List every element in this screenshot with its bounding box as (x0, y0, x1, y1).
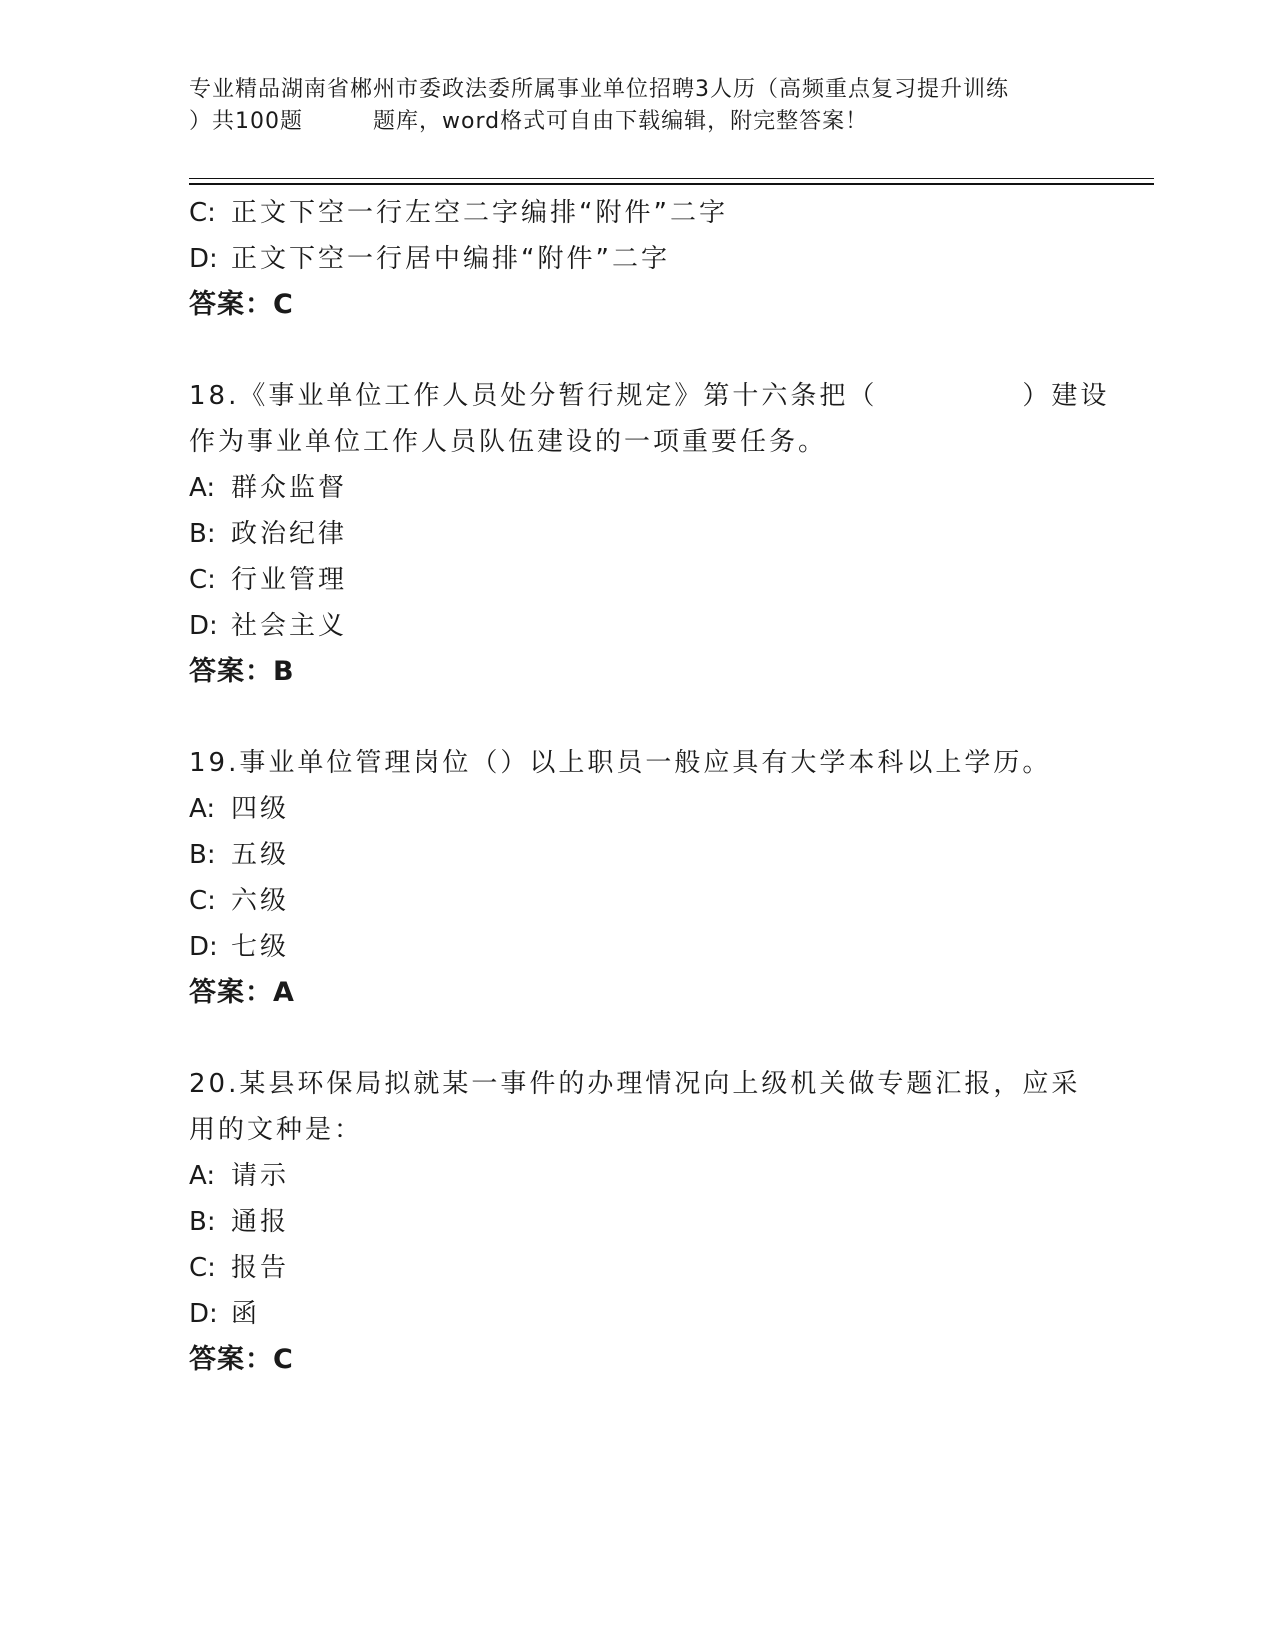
question-stem: 20.某县环保局拟就某一事件的办理情况向上级机关做专题汇报，应采 (189, 1069, 1081, 1099)
option-c: C: 六级 (189, 886, 290, 916)
option-b: B: 五级 (189, 840, 290, 870)
header-line-2b: 题库，word格式可自由下载编辑，附完整答案！ (373, 109, 869, 134)
option-a: A: 群众监督 (189, 473, 348, 503)
option-d: D: 函 (189, 1299, 261, 1329)
question-20 (189, 1061, 1089, 1383)
header-line-2a: ）共100题 (189, 109, 303, 134)
answer-line: 答案：C (189, 289, 294, 320)
answer-line: 答案：A (189, 977, 295, 1008)
question-stem: 19.事业单位管理岗位（）以上职员一般应具有大学本科以上学历。 (189, 748, 1052, 778)
option-d: D: 社会主义 (189, 611, 348, 641)
header-divider-thin (189, 178, 1154, 179)
prev-question-block (189, 190, 1089, 328)
header-line-1: 专业精品湖南省郴州市委政法委所属事业单位招聘3人历（高频重点复习提升训练 (189, 77, 1009, 102)
question-stem-cont: 用的文种是： (189, 1115, 364, 1145)
option-c: C: 报告 (189, 1253, 290, 1283)
answer-line: 答案：B (189, 656, 295, 687)
question-stem-cont: 作为事业单位工作人员队伍建设的一项重要任务。 (189, 427, 828, 457)
question-stem: 18.《事业单位工作人员处分暂行规定》第十六条把（ ）建设 (189, 381, 1110, 411)
option-d: D: 正文下空一行居中编排“附件”二字 (189, 244, 670, 274)
question-19 (189, 740, 1089, 1016)
question-18 (189, 373, 1110, 695)
question-content (189, 190, 1110, 1383)
option-c: C: 正文下空一行左空二字编排“附件”二字 (189, 198, 728, 228)
option-a: A: 请示 (189, 1161, 290, 1191)
answer-line: 答案：C (189, 1344, 294, 1375)
document-header (189, 74, 1089, 138)
option-c: C: 行业管理 (189, 565, 348, 595)
option-a: A: 四级 (189, 794, 290, 824)
option-d: D: 七级 (189, 932, 290, 962)
option-b: B: 政治纪律 (189, 519, 348, 549)
option-b: B: 通报 (189, 1207, 290, 1237)
header-divider-thick (189, 183, 1154, 185)
